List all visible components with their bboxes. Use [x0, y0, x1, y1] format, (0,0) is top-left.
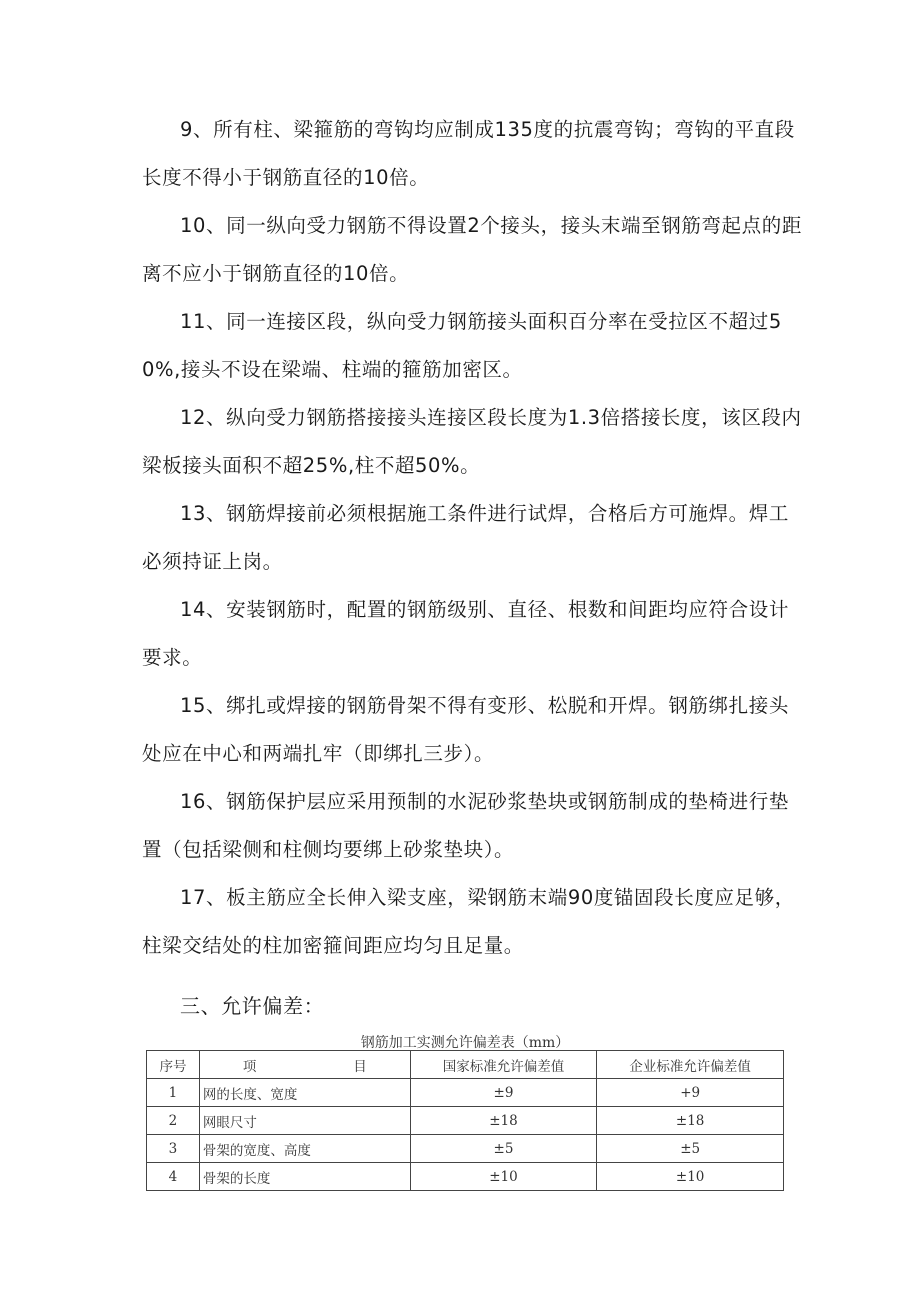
- row-national-value: ±10: [410, 1163, 597, 1191]
- table-row: [147, 1079, 784, 1107]
- row-serial-no: 3: [147, 1135, 200, 1163]
- header-item: [199, 1051, 410, 1079]
- row-serial-no: 2: [147, 1107, 200, 1135]
- row-item: 网的长度、宽度: [199, 1079, 410, 1107]
- paragraph-item-10: 10、同一纵向受力钢筋不得设置2个接头，接头末端至钢筋弯起点的距离不应小于钢筋直径的10倍。: [142, 214, 802, 285]
- paragraph-item-13: 13、钢筋焊接前必须根据施工条件进行试焊，合格后方可施焊。焊工必须持证上岗。: [142, 502, 789, 573]
- paragraph-item-11: 11、同一连接区段，纵向受力钢筋接头面积百分率在受拉区不超过50%,接头不设在梁端、柱端的箍筋加密区。: [142, 310, 782, 381]
- row-enterprise-value: ±5: [597, 1135, 784, 1163]
- tolerance-table: [146, 1050, 784, 1191]
- section-heading: 三、允许偏差：: [180, 994, 325, 1018]
- paragraph-item-15: 15、绑扎或焊接的钢筋骨架不得有变形、松脱和开焊。钢筋绑扎接头处应在中心和两端扎牢（即绑扎三步）。: [142, 694, 789, 765]
- row-item: 骨架的宽度、高度: [199, 1135, 410, 1163]
- row-enterprise-value: ±18: [597, 1107, 784, 1135]
- header-enterprise-standard: 企业标准允许偏差值: [597, 1051, 784, 1079]
- table-row: [147, 1163, 784, 1191]
- row-serial-no: 1: [147, 1079, 200, 1107]
- row-item: 骨架的长度: [199, 1163, 410, 1191]
- header-serial-no: 序号: [147, 1051, 200, 1079]
- row-national-value: ±9: [410, 1079, 597, 1107]
- row-enterprise-value: ±10: [597, 1163, 784, 1191]
- paragraph-item-14: 14、安装钢筋时，配置的钢筋级别、直径、根数和间距均应符合设计要求。: [142, 598, 789, 669]
- header-item-char-1: 项: [242, 1058, 257, 1075]
- row-item: 网眼尺寸: [199, 1107, 410, 1135]
- header-national-standard: 国家标准允许偏差值: [410, 1051, 597, 1079]
- paragraph-item-12: 12、纵向受力钢筋搭接接头连接区段长度为1.3倍搭接长度，该区段内梁板接头面积不超25%,柱不超50%。: [142, 406, 802, 477]
- paragraph-item-17: 17、板主筋应全长伸入梁支座，梁钢筋末端90度锚固段长度应足够，柱梁交结处的柱加密箍间距应均匀且足量。: [142, 886, 795, 957]
- row-national-value: ±18: [410, 1107, 597, 1135]
- row-national-value: ±5: [410, 1135, 597, 1163]
- row-serial-no: 4: [147, 1163, 200, 1191]
- header-item-char-2: 目: [353, 1058, 367, 1075]
- paragraph-item-9: 9、所有柱、梁箍筋的弯钩均应制成135度的抗震弯钩；弯钩的平直段长度不得小于钢筋直径的10倍。: [142, 118, 795, 189]
- table-row: [147, 1135, 784, 1163]
- table-caption: 钢筋加工实测允许偏差表（mm）: [360, 1035, 570, 1051]
- table-header-row: [147, 1051, 784, 1079]
- table-row: [147, 1107, 784, 1135]
- paragraph-item-16: 16、钢筋保护层应采用预制的水泥砂浆垫块或钢筋制成的垫椅进行垫置（包括梁侧和柱侧均要绑上砂浆垫块）。: [142, 790, 789, 861]
- row-enterprise-value: +9: [597, 1079, 784, 1107]
